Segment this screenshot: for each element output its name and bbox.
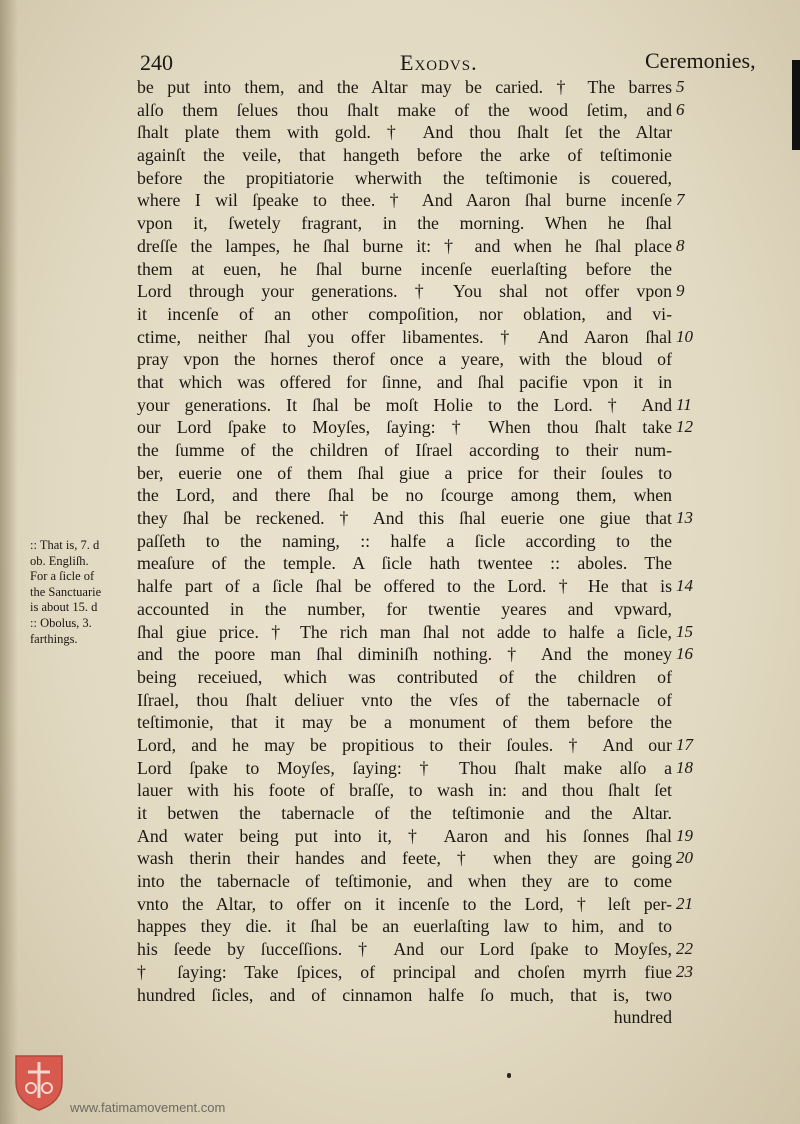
text-line: ſhal giue price. † The rich man ſhal not adde to halfe a ſicle,	[137, 621, 672, 642]
text-line: halfe part of a ſicle ſhal be offered to the Lord. † He that is	[137, 576, 672, 597]
text-line: paſſeth to the naming, :: halfe a ſicle according to the	[137, 530, 672, 551]
text-line: pray vpon the hornes therof once a yeare, with the bloud of	[137, 349, 672, 370]
verse-number	[676, 689, 706, 712]
page-header	[0, 46, 800, 76]
text-line: meaſure of the temple. A ſicle hath twentee :: aboles. The	[137, 553, 672, 574]
verse-number: 20	[676, 848, 693, 868]
verse-number: 21	[676, 893, 693, 913]
text-line: where I wil ſpeake to thee. † And Aaron ſhal burne incenſe	[137, 190, 672, 211]
verse-number: 11	[676, 394, 692, 414]
text-line: dreſſe the lampes, he ſhal burne it: † and when he ſhal place	[137, 235, 672, 256]
verse-number: 6	[676, 99, 685, 119]
text-line: before the propitiatorie wherwith the teſtimonie is couered,	[137, 167, 672, 188]
verse-number: 23	[676, 961, 693, 981]
text-line: your generations. It ſhal be moſt Holie to the Lord. † And	[137, 394, 672, 415]
verse-number	[676, 552, 706, 575]
verse-number	[676, 984, 706, 1007]
binding-shadow	[0, 0, 18, 1124]
verse-number	[676, 212, 706, 235]
text-line: lauer with his foote of braſſe, to wash in: and thou ſhalt ſet	[137, 780, 672, 801]
margin-note-line: farthings.	[30, 631, 78, 646]
text-line: be put into them, and the Altar may be caried. † The barres	[137, 77, 672, 97]
verse-number	[676, 462, 706, 485]
text-line: our Lord ſpake to Moyſes, ſaying: † When thou ſhalt take	[137, 417, 672, 438]
verse-number	[676, 167, 706, 190]
text-line: Iſrael, thou ſhalt deliuer vnto the vſes of the tabernacle of	[137, 689, 672, 710]
verse-number: 18	[676, 757, 693, 777]
text-line: that which was offered for ſinne, and ſhal pacifie vpon it in	[137, 371, 672, 392]
text-line: ctime, neither ſhal you offer libamentes. † And Aaron ſhal	[137, 326, 672, 347]
verse-number	[676, 144, 706, 167]
verse-number: 22	[676, 939, 693, 959]
text-line: happes they die. it ſhal be an euerlaſting law to him, and to	[137, 916, 672, 937]
verse-number: 13	[676, 508, 693, 528]
verse-number	[676, 121, 706, 144]
verse-number-column	[676, 76, 706, 1029]
verse-number	[676, 371, 706, 394]
text-line: and the poore man ſhal diminiſh nothing. † And the money	[137, 644, 672, 665]
shield-logo-icon	[12, 1052, 66, 1112]
text-line: wash therin their handes and feete, † when they are going	[137, 848, 672, 869]
text-line: his ſeede by ſucceſſions. † And our Lord ſpake to Moyſes,	[137, 939, 672, 960]
text-line: † ſaying: Take ſpices, of principal and choſen myrrh fiue	[137, 961, 672, 982]
verse-number	[676, 484, 706, 507]
text-line: alſo them ſelues thou ſhalt make of the wood ſetim, and	[137, 99, 672, 120]
text-line: againſt the veile, that hangeth before the arke of teſtimonie	[137, 145, 672, 166]
verse-number: 8	[676, 235, 685, 255]
section-title: Ceremonies,	[645, 48, 756, 73]
body-text	[137, 76, 672, 1029]
text-line: hundred	[613, 1007, 672, 1028]
text-line: ſhalt plate them with gold. † And thou ſhalt ſet the Altar	[137, 122, 672, 143]
text-line: it betwen the tabernacle of the teſtimonie and the Altar.	[137, 803, 672, 823]
verse-number: 16	[676, 644, 693, 664]
verse-number: 17	[676, 734, 693, 754]
verse-number: 15	[676, 621, 693, 641]
verse-number	[676, 870, 706, 893]
verse-number	[676, 1006, 706, 1029]
text-line: And water being put into it, † Aaron and his ſonnes ſhal	[137, 825, 672, 846]
verse-number: 14	[676, 576, 693, 596]
margin-note-line: :: Obolus, 3.	[30, 615, 92, 630]
verse-number: 9	[676, 281, 685, 301]
ink-speck	[507, 1073, 511, 1078]
text-line: being receiued, which was contributed of the children of	[137, 666, 672, 687]
footer-url: www.fatimamovement.com	[70, 1100, 226, 1115]
margin-note-line: the Sanctuarie	[30, 584, 102, 599]
verse-number	[676, 439, 706, 462]
verse-number	[676, 779, 706, 802]
margin-note-line: ob. Engliſh.	[30, 553, 89, 568]
margin-note-line: is about 15. d	[30, 600, 98, 615]
verse-number: 10	[676, 326, 693, 346]
verse-number: 12	[676, 417, 693, 437]
text-line: Lord, and he may be propitious to their ſoules. † And our	[137, 734, 672, 755]
text-line: into the tabernacle of teſtimonie, and when they are to come	[137, 871, 672, 892]
text-line: Lord through your generations. † You shal not offer vpon	[137, 281, 672, 302]
text-line: ber, euerie one of them ſhal giue a price for their ſoules to	[137, 462, 672, 483]
margin-note-line: For a ſicle of	[30, 569, 95, 584]
verse-number	[676, 348, 706, 371]
verse-number: 7	[676, 190, 685, 210]
text-line: it incenſe of an other compoſition, nor oblation, and vi-	[137, 303, 672, 324]
verse-number	[676, 711, 706, 734]
text-line: the ſumme of the children of Iſrael according to their num-	[137, 440, 672, 460]
verse-number	[676, 530, 706, 553]
verse-number	[676, 258, 706, 281]
running-title: Exodvs.	[400, 50, 478, 75]
text-line: Lord ſpake to Moyſes, ſaying: † Thou ſhalt make alſo a	[137, 757, 672, 778]
text-line: vpon it, ſwetely fragrant, in the morning. When he ſhal	[137, 213, 672, 234]
verse-number	[676, 598, 706, 621]
text-line: they ſhal be reckened. † And this ſhal euerie one giue that	[137, 508, 672, 529]
text-line: vnto the Altar, to offer on it incenſe to the Lord, † leſt per-	[137, 893, 672, 914]
verse-number	[676, 915, 706, 938]
verse-number	[676, 802, 706, 825]
verse-number	[676, 303, 706, 326]
verse-number	[676, 666, 706, 689]
margin-note	[30, 538, 136, 647]
text-line: them at euen, he ſhal burne incenſe euerlaſting before the	[137, 258, 672, 279]
text-line: hundred ſicles, and of cinnamon halfe ſo much, that is, two	[137, 984, 672, 1005]
text-line: accounted in the number, for twentie yeares and vpward,	[137, 598, 672, 619]
margin-note-line: :: That is, 7. d	[30, 538, 100, 552]
text-line: the Lord, and there ſhal be no ſcourge among them, when	[137, 485, 672, 506]
verse-number: 19	[676, 825, 693, 845]
verse-number: 5	[676, 77, 685, 96]
text-line: teſtimonie, that it may be a monument of them before the	[137, 712, 672, 733]
page-number: 240	[140, 50, 173, 75]
